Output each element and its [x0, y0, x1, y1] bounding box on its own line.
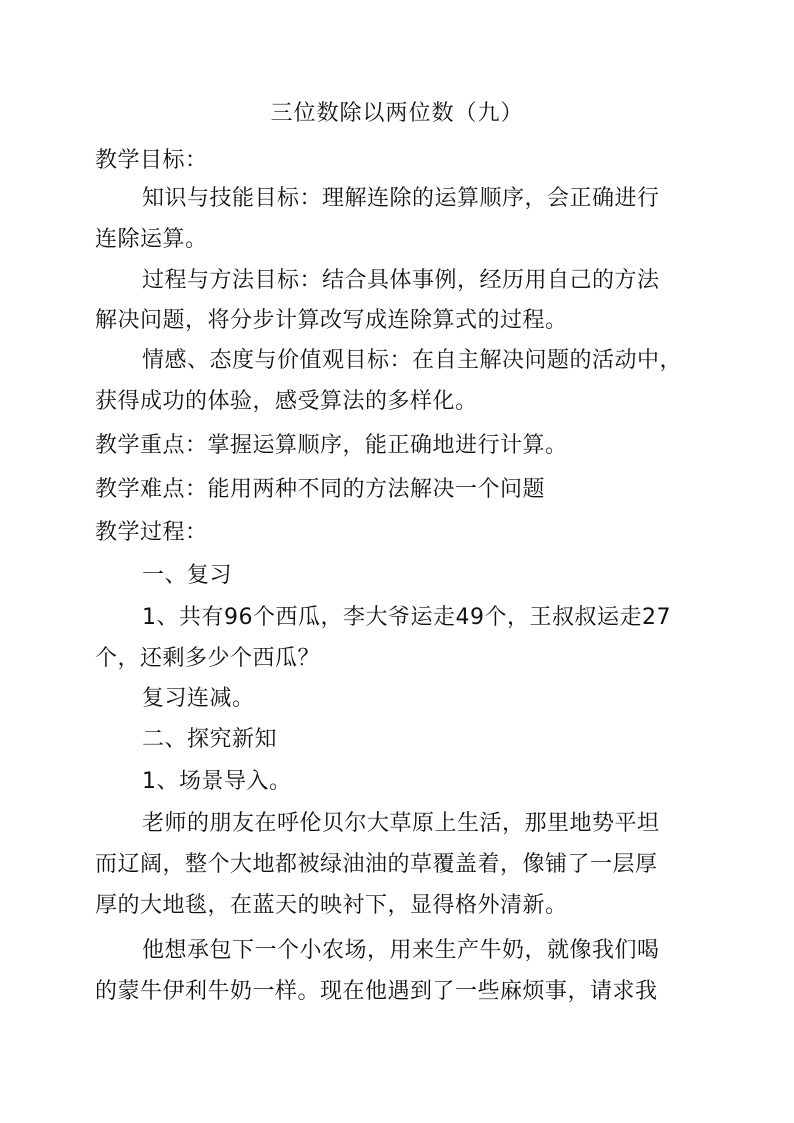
- paragraph-line: 获得成功的体验，感受算法的多样化。: [95, 389, 478, 414]
- paragraph-line: 解决问题，将分步计算改写成连除算式的过程。: [95, 308, 568, 333]
- paragraph-line: 连除运算。: [95, 227, 208, 252]
- paragraph-line: 而辽阔，整个大地都被绿油油的草覆盖着，像铺了一层厚: [95, 852, 658, 877]
- paragraph-line: 复习连减。: [142, 686, 255, 711]
- teaching-focus: 教学重点：掌握运算顺序，能正确地进行计算。: [95, 433, 568, 458]
- paragraph-line: 厚的大地毯，在蓝天的映衬下，显得格外清新。: [95, 893, 568, 918]
- document-title: 三位数除以两位数（九）: [270, 101, 524, 126]
- paragraph-line: 他想承包下一个小农场，用来生产牛奶，就像我们喝: [142, 938, 660, 963]
- paragraph-line: 1、共有96个西瓜，李大爷运走49个，王叔叔运走27: [142, 605, 671, 630]
- heading-teaching-goals: 教学目标：: [95, 148, 208, 173]
- paragraph-line: 知识与技能目标：理解连除的运算顺序，会正确进行: [142, 186, 660, 211]
- paragraph-line: 老师的朋友在呼伦贝尔大草原上生活，那里地势平坦: [142, 811, 660, 836]
- heading-teaching-process: 教学过程：: [95, 520, 208, 545]
- teaching-difficulty: 教学难点：能用两种不同的方法解决一个问题: [95, 477, 546, 502]
- paragraph-line: 的蒙牛伊利牛奶一样。现在他遇到了一些麻烦事，请求我: [95, 979, 658, 1004]
- section-explore: 二、探究新知: [142, 727, 278, 752]
- paragraph-line: 个，还剩多少个西瓜？: [95, 646, 321, 671]
- paragraph-line: 1、场景导入。: [142, 769, 292, 794]
- paragraph-line: 情感、态度与价值观目标：在自主解决问题的活动中，: [142, 348, 683, 373]
- paragraph-line: 过程与方法目标：结合具体事例，经历用自己的方法: [142, 268, 660, 293]
- section-review: 一、复习: [142, 563, 233, 588]
